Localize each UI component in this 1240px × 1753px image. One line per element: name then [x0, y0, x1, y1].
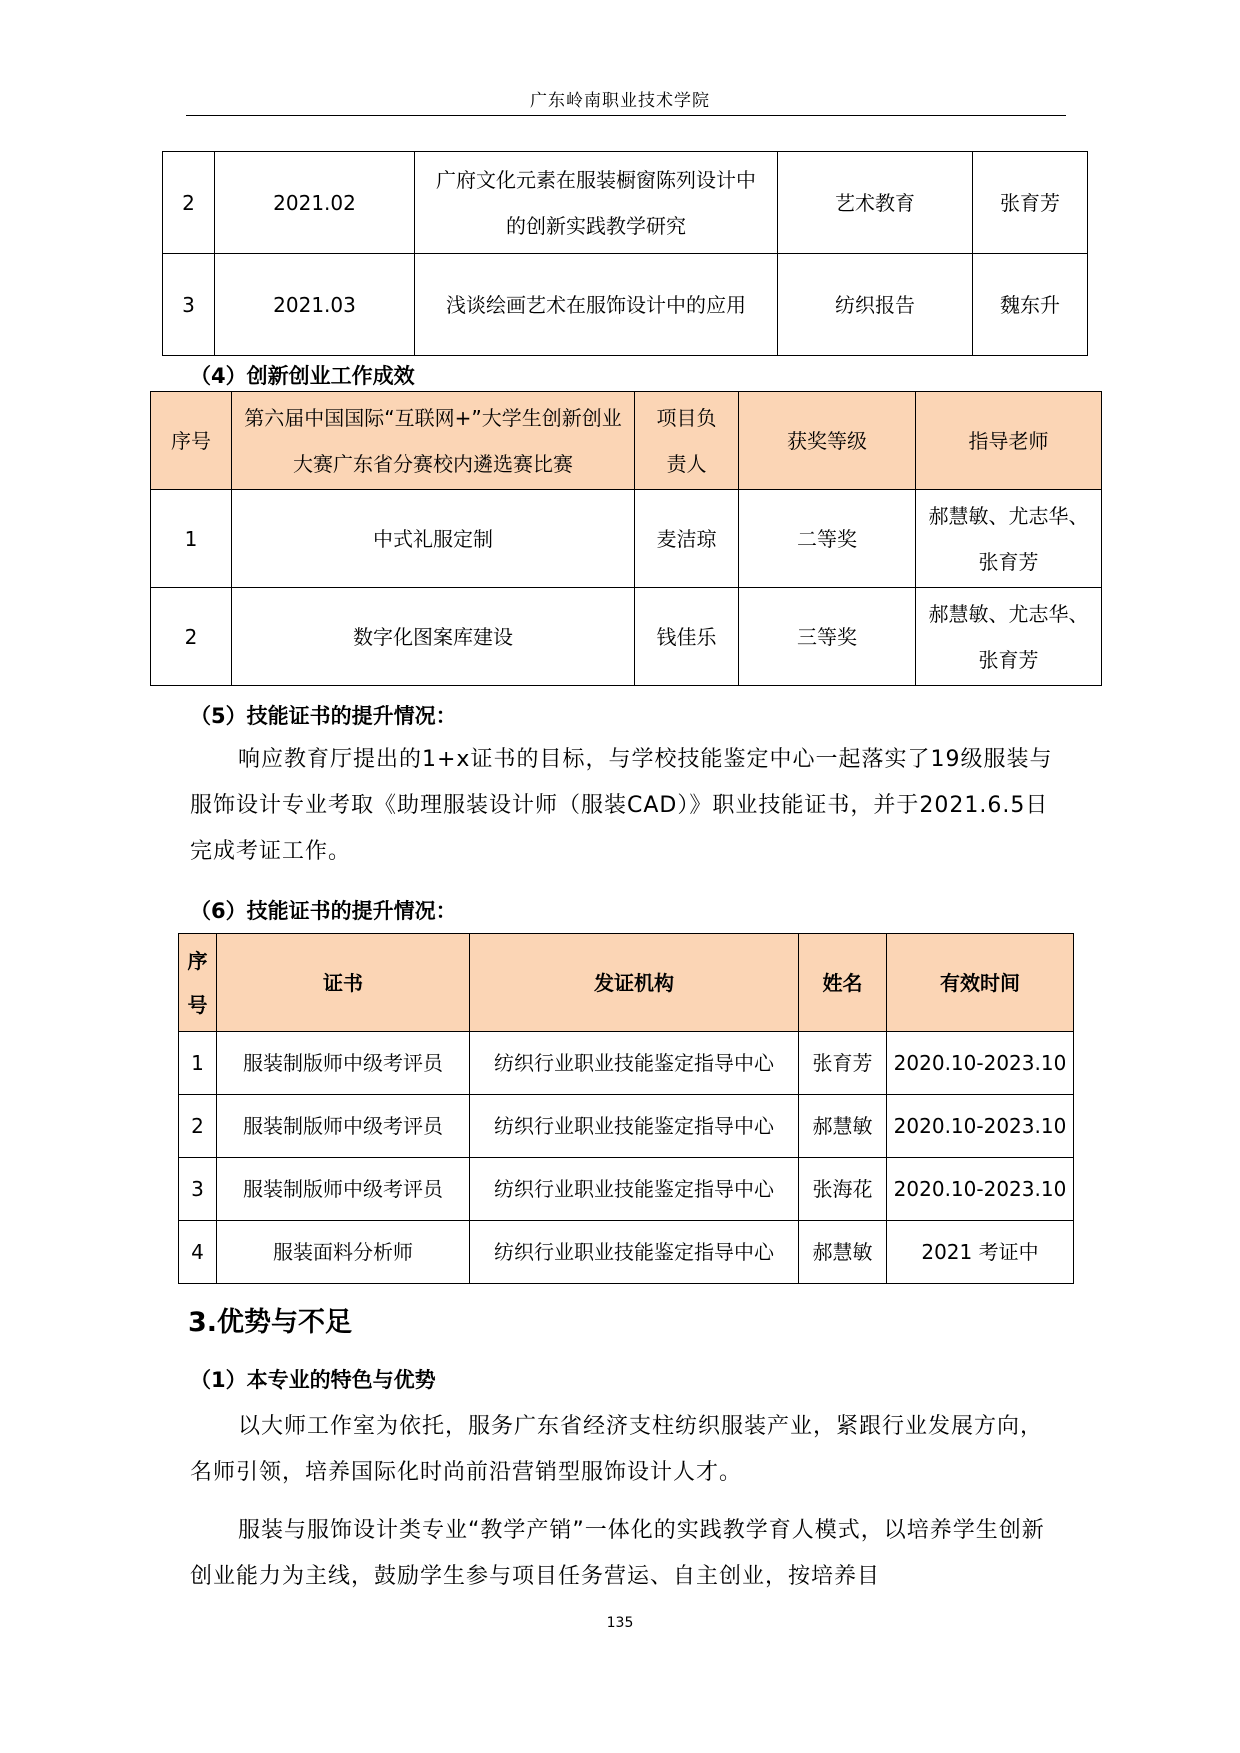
table-cell: 纺织行业职业技能鉴定指导中心 — [470, 1032, 799, 1095]
table-row — [179, 1095, 1074, 1158]
table-row — [179, 1221, 1074, 1284]
table-cell: 2021 考证中 — [887, 1221, 1074, 1284]
table-cell: 2021.02 — [215, 152, 415, 254]
table-cell: 2021.03 — [215, 254, 415, 356]
paragraph: 服装与服饰设计类专业“教学产销”一体化的实践教学育人模式，以培养学生创新创业能力为主线，鼓励学生参与项目任务营运、自主创业，按培养目 — [190, 1518, 1045, 1589]
table-cell: 魏东升 — [973, 254, 1088, 356]
table-cell: 纺织行业职业技能鉴定指导中心 — [470, 1158, 799, 1221]
table-cell: 张育芳 — [973, 152, 1088, 254]
table-cell: 4 — [179, 1221, 217, 1284]
column-header: 第六届中国国际“互联网+”大学生创新创业大赛广东省分赛校内遴选赛比赛 — [232, 392, 635, 490]
page-number: 135 — [606, 1615, 634, 1631]
section-heading: （4）创新创业工作成效 — [190, 364, 415, 388]
column-header: 项目负责人 — [635, 392, 739, 490]
table-cell: 浅谈绘画艺术在服饰设计中的应用 — [415, 254, 778, 356]
table-cell: 钱佳乐 — [635, 588, 739, 686]
table-cell: 纺织报告 — [778, 254, 973, 356]
section-heading: （1）本专业的特色与优势 — [190, 1368, 436, 1392]
papers-table — [162, 151, 1088, 356]
paragraph: 响应教育厅提出的1+x证书的目标，与学校技能鉴定中心一起落实了19级服装与服饰设计专业考取《助理服装设计师（服装CAD）》职业技能证书，并于2021.6.5日完成考证工作。 — [190, 747, 1053, 864]
table-cell: 二等奖 — [739, 490, 916, 588]
table-cell: 服装制版师中级考评员 — [217, 1032, 470, 1095]
table-cell: 郝慧敏 — [799, 1221, 887, 1284]
table-cell: 服装制版师中级考评员 — [217, 1095, 470, 1158]
table-cell: 1 — [179, 1032, 217, 1095]
table-row — [163, 152, 1088, 254]
table-cell: 郝慧敏、尤志华、张育芳 — [916, 588, 1102, 686]
chapter-heading: 3.优势与不足 — [188, 1307, 353, 1338]
table-cell: 麦洁琼 — [635, 490, 739, 588]
section-heading: （6）技能证书的提升情况： — [190, 899, 457, 923]
competition-table — [150, 391, 1102, 686]
table-row — [163, 254, 1088, 356]
table-cell: 1 — [151, 490, 232, 588]
column-header: 序号 — [151, 392, 232, 490]
column-header: 发证机构 — [470, 934, 799, 1032]
table-cell: 数字化图案库建设 — [232, 588, 635, 686]
table-cell: 广府文化元素在服装橱窗陈列设计中的创新实践教学研究 — [415, 152, 778, 254]
header-rule — [186, 115, 1066, 116]
table-cell: 3 — [179, 1158, 217, 1221]
table-cell: 三等奖 — [739, 588, 916, 686]
table-row — [179, 1158, 1074, 1221]
table-cell: 2020.10-2023.10 — [887, 1095, 1074, 1158]
table-cell: 张海花 — [799, 1158, 887, 1221]
table-cell: 2 — [179, 1095, 217, 1158]
column-header: 证书 — [217, 934, 470, 1032]
certificates-table — [178, 933, 1074, 1284]
table-cell: 郝慧敏、尤志华、张育芳 — [916, 490, 1102, 588]
table-cell: 郝慧敏 — [799, 1095, 887, 1158]
column-header: 序号 — [179, 934, 217, 1032]
page-header: 广东岭南职业技术学院 — [530, 91, 710, 111]
column-header: 指导老师 — [916, 392, 1102, 490]
table-row — [151, 588, 1102, 686]
table-cell: 中式礼服定制 — [232, 490, 635, 588]
column-header: 姓名 — [799, 934, 887, 1032]
table-row — [179, 1032, 1074, 1095]
table-cell: 张育芳 — [799, 1032, 887, 1095]
table-cell: 3 — [163, 254, 215, 356]
table-cell: 2 — [163, 152, 215, 254]
table-row — [151, 490, 1102, 588]
table-cell: 艺术教育 — [778, 152, 973, 254]
table-cell: 纺织行业职业技能鉴定指导中心 — [470, 1095, 799, 1158]
table-header-row — [179, 934, 1074, 1032]
table-cell: 2020.10-2023.10 — [887, 1158, 1074, 1221]
table-cell: 2 — [151, 588, 232, 686]
paragraph: 以大师工作室为依托，服务广东省经济支柱纺织服装产业，紧跟行业发展方向，名师引领，培养国际化时尚前沿营销型服饰设计人才。 — [190, 1414, 1044, 1485]
table-cell: 服装制版师中级考评员 — [217, 1158, 470, 1221]
table-header-row — [151, 392, 1102, 490]
table-cell: 服装面料分析师 — [217, 1221, 470, 1284]
table-cell: 2020.10-2023.10 — [887, 1032, 1074, 1095]
table-cell: 纺织行业职业技能鉴定指导中心 — [470, 1221, 799, 1284]
column-header: 获奖等级 — [739, 392, 916, 490]
section-heading: （5）技能证书的提升情况： — [190, 704, 457, 728]
column-header: 有效时间 — [887, 934, 1074, 1032]
